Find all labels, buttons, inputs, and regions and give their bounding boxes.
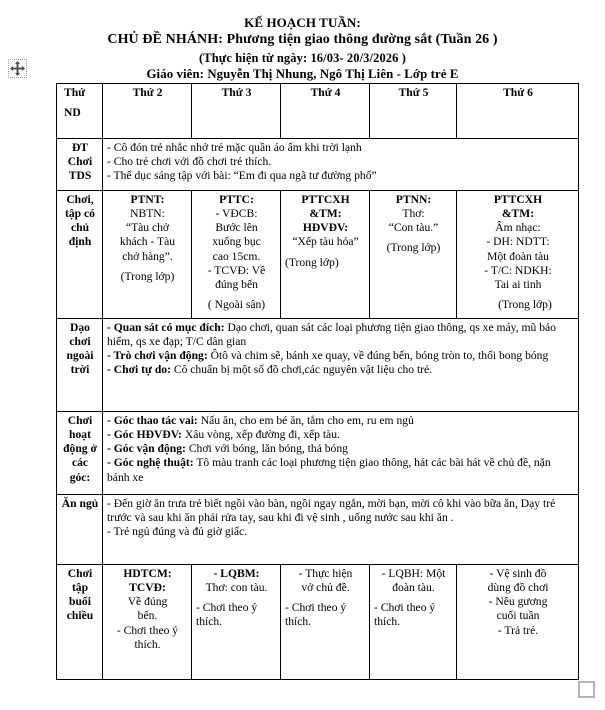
cell-line: vở chủ đề.	[301, 581, 350, 595]
row-content-2	[103, 319, 579, 412]
cell-location-note: (Trong lớp)	[120, 269, 175, 283]
content-line: - Trò chơi vận động: Ôtô và chim sẽ, bánh xe quay, về đúng bến, bóng tròn to, thổi bong bóng	[107, 349, 549, 363]
row-label-5: Chơi tập buổi chiều	[57, 565, 103, 680]
cell-heading: - LQBM:	[213, 567, 260, 580]
day-header-4: Thứ 4	[281, 84, 370, 139]
row-5-day-5-cell	[370, 565, 457, 680]
row-5-day-6-cell	[457, 565, 579, 680]
row-label-4: Ăn ngủ	[57, 495, 103, 565]
day-header-5: Thứ 5	[370, 84, 457, 139]
cell-heading: HDTCM:	[123, 567, 172, 580]
cell-line: cuối tuần	[496, 609, 540, 623]
cell-line: đoàn tàu.	[392, 581, 435, 595]
cell-line: Thơ:	[402, 207, 425, 221]
title-line-3: (Thực hiện từ ngày: 16/03- 20/3/2026 )	[199, 50, 406, 65]
row-1-day-2-cell	[103, 191, 192, 319]
cell-heading: PTNT:	[130, 193, 165, 206]
content-emphasis: - Chơi tự do:	[107, 363, 171, 377]
cell-line: - TCVĐ: Về	[207, 263, 266, 277]
row-5-day-3-cell	[192, 565, 281, 680]
content-line: - Góc vận động: Chơi với bóng, lăn bóng, thả bóng	[107, 442, 348, 456]
cell-line: “Xếp tàu hỏa”	[292, 235, 359, 249]
row-1-day-6-cell	[457, 191, 579, 319]
cell-line: dùng đồ chơi	[487, 581, 549, 595]
content-line: - Góc nghệ thuật: Tô màu tranh các loại phương tiện giao thông, hát các bài hát về chủ đề, nặn bánh xe	[107, 456, 551, 484]
content-line: - Thể dục sáng tập với bài: “Em đi qua ngã tư đường phố”	[107, 169, 377, 183]
cell-line: chở hàng”.	[122, 249, 173, 263]
title-line-2: CHỦ ĐỀ NHÁNH: Phương tiện giao thông đường sắt (Tuần 26 )	[107, 32, 498, 48]
cell-heading: PTTC:	[219, 193, 254, 206]
cell-location-note: ( Ngoài sân)	[207, 297, 266, 311]
row-content-3	[103, 412, 579, 495]
cell-line: Về đúng	[127, 595, 168, 609]
weekly-plan-table	[56, 83, 579, 680]
move-four-arrows-icon	[9, 60, 26, 77]
cell-heading: PTTCXH	[301, 193, 350, 206]
cell-line: thích.	[285, 615, 312, 629]
cell-line: thích.	[134, 637, 161, 651]
content-line: - Quan sát có mục đích: Dạo chơi, quan sát các loại phương tiện giao thông, qs xe máy, mũ bảo hiểm, qs xe đạp; T/C dân gian	[107, 321, 556, 349]
cell-line: - DH: NDTT:	[486, 235, 550, 249]
corner-bottom-label: ND	[64, 106, 81, 120]
content-emphasis: - Trò chơi vận động:	[107, 349, 208, 363]
content-line: - Trẻ ngủ đúng và đủ giờ giấc.	[107, 525, 248, 539]
cell-heading: HĐVĐV:	[302, 221, 349, 235]
row-1-day-4-cell	[281, 191, 370, 319]
content-line: - Chơi tự do: Cô chuẩn bị một số đồ chơi,các nguyên vật liệu cho trẻ.	[107, 363, 433, 377]
cell-location-note: (Trong lớp)	[386, 241, 441, 255]
row-5-day-2-cell	[103, 565, 192, 680]
content-emphasis: - Quan sát có mục đích:	[107, 321, 225, 334]
cell-line: - Nêu gương	[488, 595, 548, 609]
cell-line: cao 15cm.	[212, 249, 261, 263]
content-line: - Góc HĐVĐV: Xâu vòng, xếp đường đi, xếp tàu.	[107, 428, 340, 442]
cell-line: đúng bến	[215, 277, 258, 291]
cell-line: “Tàu chở	[125, 221, 170, 235]
cell-line: thích.	[374, 615, 401, 629]
cell-line: thích.	[196, 615, 223, 629]
content-line: - Cho trẻ chơi với đồ chơi trẻ thích.	[107, 155, 272, 169]
row-1-day-5-cell	[370, 191, 457, 319]
content-emphasis: - Góc HĐVĐV:	[107, 428, 182, 442]
day-header-3: Thứ 3	[192, 84, 281, 139]
cell-line: Tai ai tinh	[494, 277, 542, 291]
row-label-3: Chơi hoạt động ở các góc:	[57, 412, 103, 495]
content-line: - Cô đón trẻ nhắc nhở trẻ mặc quần áo ấm khi trời lạnh	[107, 141, 362, 154]
day-header-6: Thứ 6	[457, 84, 579, 139]
content-line: - Đến giờ ăn trưa trẻ biết ngồi vào bàn, ngồi ngay ngắn, mời bạn, mời cô khi vào bữa ăn, Dạy trẻ trước và sau khi ăn phải rửa tay, sau khi đi vệ sinh , uống nước sau khi ăn .	[107, 497, 556, 525]
table-row	[57, 139, 579, 191]
cell-line: xuống bục	[212, 235, 261, 249]
cell-location-note: (Trong lớp)	[285, 255, 339, 269]
content-emphasis: - Góc vận động:	[107, 442, 186, 456]
cell-heading: TCVĐ:	[129, 581, 166, 595]
row-5-day-4-cell	[281, 565, 370, 680]
cell-line: - Thực hiện	[298, 567, 353, 580]
cell-line: - T/C: NDKH:	[484, 263, 552, 277]
table-row	[57, 191, 579, 319]
cell-line: Thơ: con tàu.	[205, 581, 268, 595]
corner-top-label: Thứ	[64, 86, 86, 99]
cell-line: - Vệ sinh đồ	[489, 567, 547, 580]
title-line-4: Giáo viên: Nguyễn Thị Nhung, Ngô Thị Liên - Lớp trẻ E	[146, 67, 459, 82]
table-header-row	[57, 84, 579, 139]
table-row	[57, 412, 579, 495]
cell-location-note: (Trong lớp)	[498, 297, 552, 311]
table-row	[57, 319, 579, 412]
row-label-0: ĐT Chơi TDS	[57, 139, 103, 191]
table-row	[57, 495, 579, 565]
cell-line: - Trả trẻ.	[497, 623, 539, 637]
day-header-2: Thứ 2	[103, 84, 192, 139]
cell-line: Một đoàn tàu	[487, 249, 549, 263]
content-emphasis: - Góc thao tác vai:	[107, 414, 198, 427]
cell-heading: PTNN:	[395, 193, 432, 206]
table-row	[57, 565, 579, 680]
cell-line: Bước lên	[215, 221, 258, 235]
cell-line: Âm nhạc:	[495, 221, 541, 235]
cell-heading: PTTCXH	[493, 193, 543, 206]
table-move-handle[interactable]	[8, 59, 27, 78]
cell-line: - Chơi theo ý	[196, 601, 258, 615]
row-content-4	[103, 495, 579, 565]
cell-line: “Con tàu.”	[388, 221, 439, 235]
document-title-block	[0, 14, 605, 83]
cell-line: bến.	[137, 609, 158, 623]
row-1-day-3-cell	[192, 191, 281, 319]
cell-line: - LQBH: Một	[381, 567, 446, 580]
row-label-2: Dạo chơi ngoài trời	[57, 319, 103, 412]
cell-line: - Chơi theo ý	[116, 623, 179, 637]
cell-line: - VĐCB:	[215, 207, 258, 221]
cell-heading: &TM:	[309, 207, 342, 221]
content-line: - Góc thao tác vai: Nấu ăn, cho em bé ăn, tắm cho em, ru em ngủ	[107, 414, 414, 427]
cell-line: NBTN:	[130, 207, 165, 221]
title-line-1: KẾ HOẠCH TUẦN:	[244, 15, 361, 30]
row-content-0	[103, 139, 579, 191]
corner-header-cell	[57, 84, 103, 139]
cell-line: - Chơi theo ý	[374, 601, 436, 615]
content-emphasis: - Góc nghệ thuật:	[107, 456, 194, 470]
cell-line: khách - Tàu	[119, 235, 176, 249]
cell-heading: &TM:	[501, 207, 535, 221]
cell-line: - Chơi theo ý	[285, 601, 347, 615]
row-label-1: Chơi, tập có chủ định	[57, 191, 103, 319]
table-resize-handle[interactable]	[578, 681, 595, 698]
